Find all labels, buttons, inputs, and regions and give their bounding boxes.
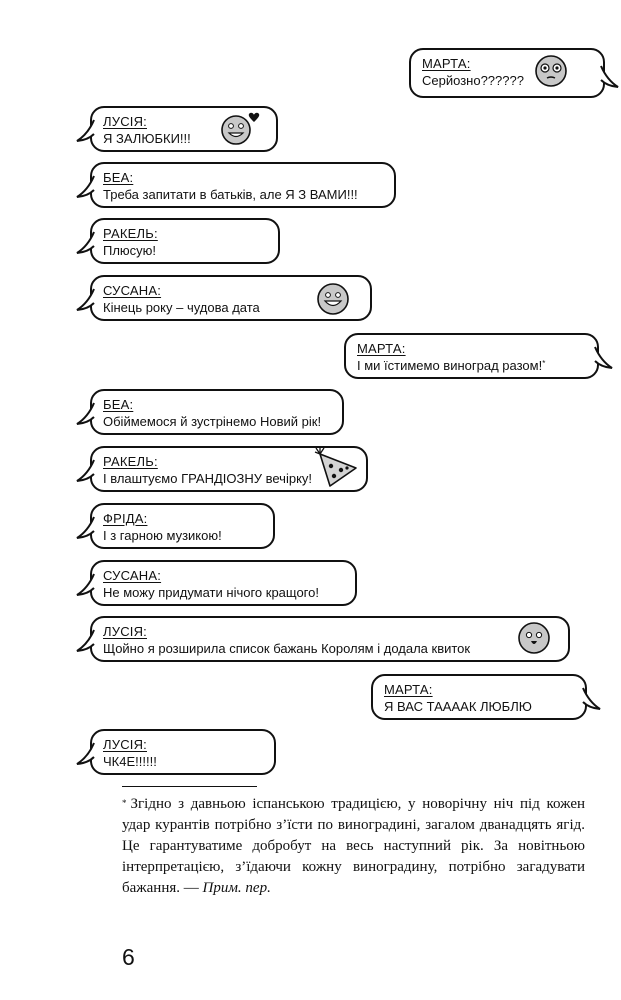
bubble-tail [76, 460, 94, 482]
bubble-tail [76, 630, 94, 652]
bubble-tail [76, 120, 94, 142]
message-text: Серйозно?????? [422, 73, 524, 88]
translator-note: Прим. пер. [202, 880, 271, 896]
message-text: Треба запитати в батьків, але Я З ВАМИ!!! [103, 187, 358, 202]
sender-name: МАРТА: [384, 682, 433, 697]
footnote-mark: * [122, 798, 127, 808]
chat-bubble-bea-2 [90, 389, 344, 435]
sender-name: БЕА: [103, 397, 134, 412]
chat-bubble-marta-2 [344, 333, 599, 379]
chat-bubble-bea-1 [90, 162, 396, 208]
message-text: Щойно я розширила список бажань Королям і додала квиток [103, 641, 471, 656]
bubble-tail [76, 743, 94, 765]
sender-name: РАКЕЛЬ: [103, 454, 158, 469]
message-text: Обіймемося й зустрінемо Новий рік! [103, 414, 322, 429]
sender-name: ЛУСІЯ: [103, 737, 147, 752]
bubble-tail [583, 688, 601, 710]
message-text: Не можу придумати нічого кращого! [103, 585, 319, 600]
footnote-text: Згідно з давньою іспанською традицією, у новорічну ніч під кожен удар курантів потрібно з’їсти по виноградині, загалом дванадцять ягід. Це гарантуватиме добробут на весь наступний рік. За новітньою інтерпретацією, з’їдаючи кожну виноградину, потрібно загадувати бажання. — [122, 796, 585, 896]
sender-name: РАКЕЛЬ: [103, 226, 158, 241]
excited-face-icon [516, 620, 552, 656]
message-text: Я ВАС ТААААК ЛЮБЛЮ [384, 699, 532, 714]
grinning-face-icon [316, 282, 350, 316]
chat-bubble-susana-1 [90, 275, 372, 321]
sender-name: ФРІДА: [103, 511, 148, 526]
footnote-marker: * [542, 359, 546, 368]
sender-name: ЛУСІЯ: [103, 114, 147, 129]
message-text: І з гарною музикою! [103, 528, 222, 543]
bubble-tail [76, 574, 94, 596]
message-text: І ми їстимемо виноград разом!* [357, 358, 546, 373]
message-text: І влаштуємо ГРАНДІОЗНУ вечірку! [103, 471, 313, 486]
sender-name: БЕА: [103, 170, 134, 185]
footnote [122, 794, 585, 899]
smiley-with-heart-icon [219, 111, 263, 147]
chat-bubble-lusia-2 [90, 616, 570, 662]
bubble-tail [76, 232, 94, 254]
chat-bubble-marta-1 [409, 48, 605, 98]
sender-name: СУСАНА: [103, 283, 162, 298]
chat-bubble-susana-2 [90, 560, 357, 606]
bubble-tail [76, 289, 94, 311]
bubble-tail [595, 347, 613, 369]
chat-bubble-frida-1 [90, 503, 275, 549]
message-text: Я ЗАЛЮБКИ!!! [103, 131, 191, 146]
chat-bubble-lusia-1 [90, 106, 278, 152]
chat-bubble-marta-3 [371, 674, 587, 720]
page-number: 6 [122, 944, 135, 970]
sender-name: ЛУСІЯ: [103, 624, 147, 639]
sender-name: СУСАНА: [103, 568, 162, 583]
party-hat-icon [314, 446, 362, 490]
bubble-tail [601, 66, 619, 88]
chat-bubble-rakel-2 [90, 446, 368, 492]
bubble-tail [76, 176, 94, 198]
message-text: ЧК4Е!!!!!! [103, 754, 157, 769]
sender-name: МАРТА: [422, 56, 471, 71]
bubble-tail [76, 403, 94, 425]
suspicious-face-icon [534, 54, 568, 88]
sender-name: МАРТА: [357, 341, 406, 356]
chat-bubble-rakel-1 [90, 218, 280, 264]
bubble-tail [76, 517, 94, 539]
chat-bubble-lusia-3 [90, 729, 276, 775]
footnote-divider [122, 786, 257, 787]
message-text: Плюсую! [103, 243, 157, 258]
message-text: Кінець року – чудова дата [103, 300, 260, 315]
